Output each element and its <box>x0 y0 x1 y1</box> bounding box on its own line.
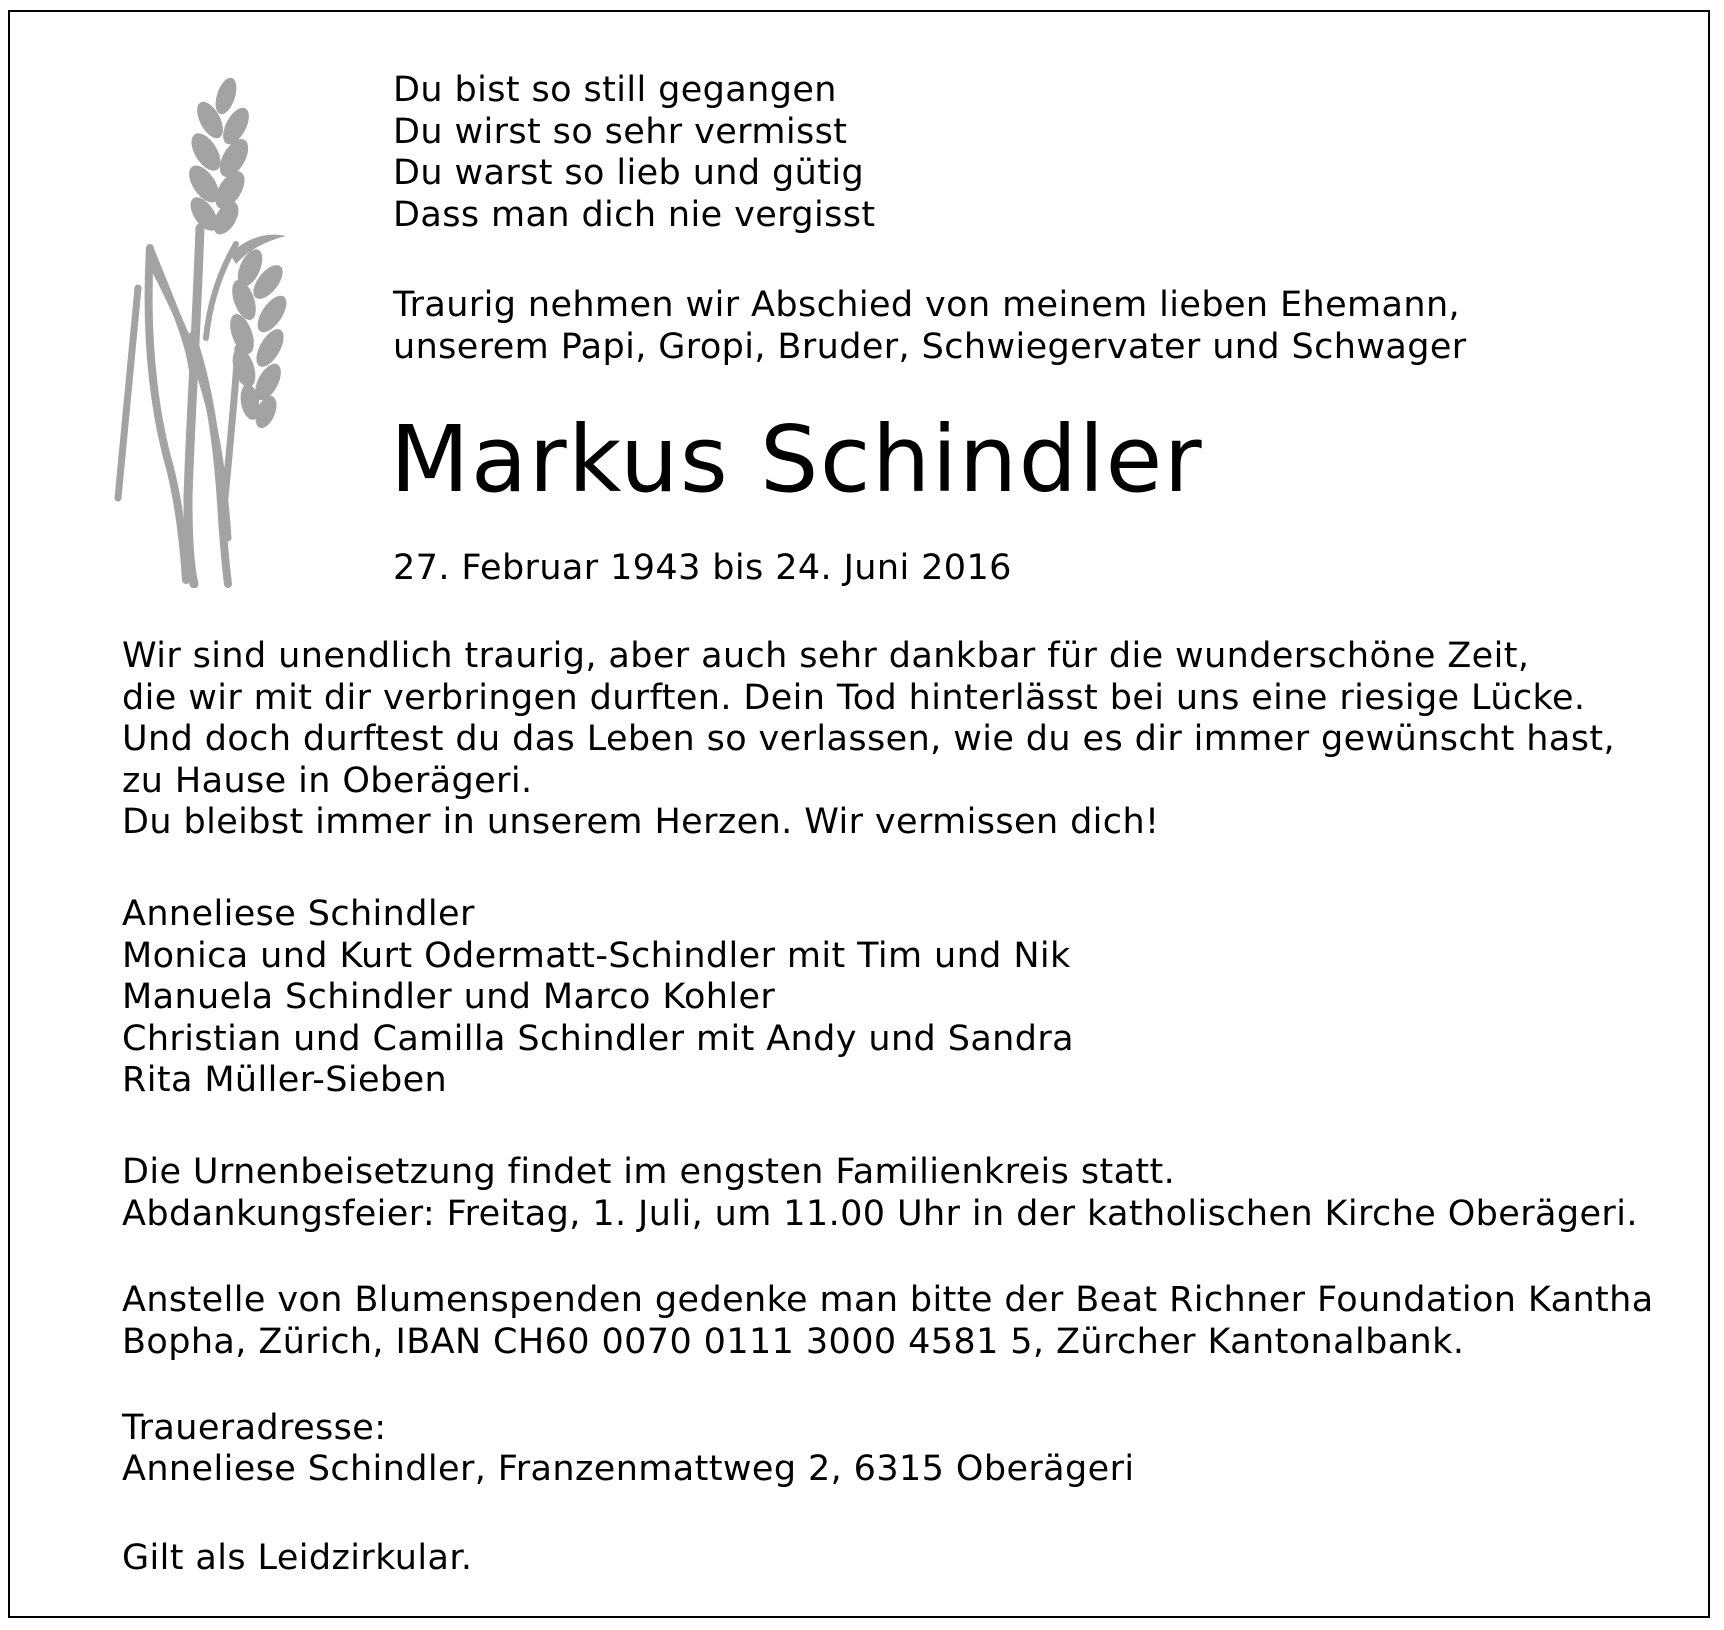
mourner-name: Monica und Kurt Odermatt-Schindler mit Tim und Nik <box>122 935 1071 976</box>
mourner-name: Christian und Camilla Schindler mit Andy und Sandra <box>122 1018 1075 1059</box>
deceased-name: Markus Schindler <box>390 406 1204 513</box>
tribute-line: Und doch durftest du das Leben so verlassen, wie du es dir immer gewünscht hast, <box>122 719 1616 759</box>
life-dates: 27. Februar 1943 bis 24. Juni 2016 <box>393 548 1012 588</box>
intro-line: unserem Papi, Gropi, Bruder, Schwiegervater und Schwager <box>393 326 1467 367</box>
tribute-line: Du bleibst immer in unserem Herzen. Wir vermissen dich! <box>122 802 1160 842</box>
donation-line: Bopha, Zürich, IBAN CH60 0070 0111 3000 4581 5, Zürcher Kantonalbank. <box>122 1321 1465 1362</box>
poem-line: Du bist so still gegangen <box>393 70 837 110</box>
intro-line: Traurig nehmen wir Abschied von meinem lieben Ehemann, <box>393 285 1461 325</box>
farewell-intro <box>393 285 1467 368</box>
donation-line: Anstelle von Blumenspenden gedenke man bitte der Beat Richner Foundation Kantha <box>122 1280 1654 1320</box>
wheat-icon <box>110 68 300 588</box>
closing-note: Gilt als Leidzirkular. <box>122 1538 473 1578</box>
ceremony-info <box>122 1152 1638 1235</box>
obituary-frame <box>8 10 1710 1618</box>
mourning-address: Anneliese Schindler, Franzenmattweg 2, 6315 Oberägeri <box>122 1449 1135 1489</box>
tribute-line: die wir mit dir verbringen durften. Dein Tod hinterlässt bei uns eine riesige Lücke. <box>122 677 1586 718</box>
tribute-line: Wir sind unendlich traurig, aber auch sehr dankbar für die wunderschöne Zeit, <box>122 636 1530 676</box>
poem-line: Dass man dich nie vergisst <box>393 194 876 235</box>
donation-info <box>122 1280 1654 1363</box>
poem <box>393 70 875 236</box>
mourner-name: Anneliese Schindler <box>122 894 475 934</box>
poem-line: Du warst so lieb und gütig <box>393 153 865 193</box>
tribute-line: zu Hause in Oberägeri. <box>122 760 533 801</box>
mourner-name: Manuela Schindler und Marco Kohler <box>122 977 776 1017</box>
ceremony-line: Die Urnenbeisetzung findet im engsten Familienkreis statt. <box>122 1152 1176 1192</box>
tribute-paragraph <box>122 636 1615 844</box>
poem-line: Du wirst so sehr vermisst <box>393 111 848 152</box>
mourning-address-label: Traueradresse: <box>122 1408 387 1448</box>
mourner-name: Rita Müller-Sieben <box>122 1060 448 1100</box>
ceremony-line: Abdankungsfeier: Freitag, 1. Juli, um 11.00 Uhr in der katholischen Kirche Oberägeri. <box>122 1193 1638 1234</box>
mourners-list <box>122 894 1074 1102</box>
